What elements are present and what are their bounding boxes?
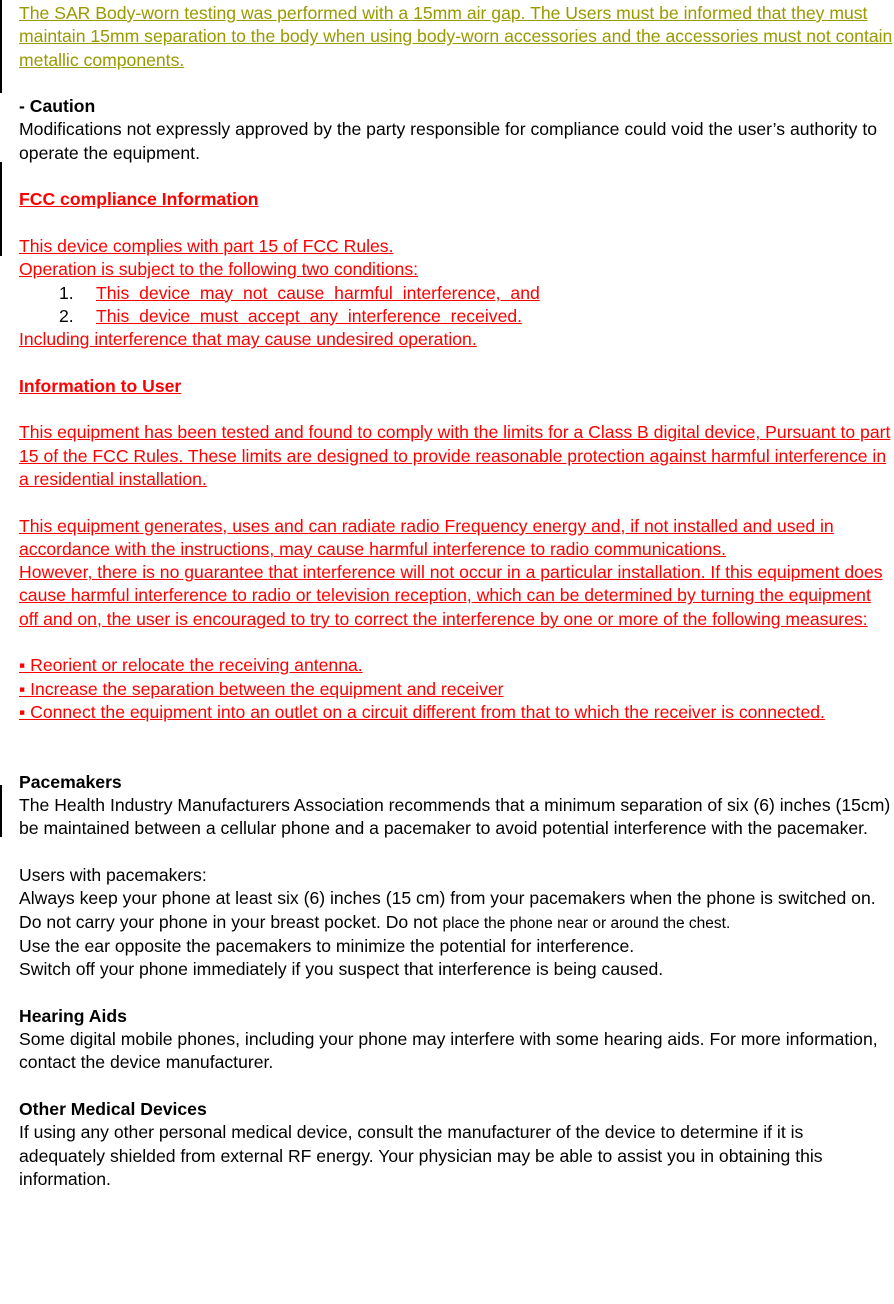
caution-body: Modifications not expressly approved by the party responsible for compliance could void the user’s authority to operate the equipment. [19,119,877,163]
fcc-line-part15: This device complies with part 15 of FCC Rules. [19,235,394,256]
fcc-line-undesired: Including interference that may cause undesired operation. [19,329,477,350]
pacemakers-users-label: Users with pacemakers: [19,864,207,885]
revision-bar-top [0,0,2,93]
info-user-heading: Information to User [19,375,182,396]
fcc-heading: FCC compliance Information [19,189,259,210]
hearing-aids-heading: Hearing Aids [19,1005,127,1026]
condition-text: This device must accept any interference received. [96,305,523,326]
revision-bar-lower [0,785,2,837]
info-user-para-2: This equipment generates, uses and can radiate radio Frequency energy and, if not installed and used in accordance with the instructions, may cause harmful interference to radio communications. [19,515,834,559]
revision-bar-middle [0,162,2,256]
pacemakers-item-distance: Always keep your phone at least six (6) inches (15 cm) from your pacemakers when the phone is switched on. [19,888,876,909]
condition-number: 1. [59,282,74,303]
medical-devices-heading: Other Medical Devices [19,1098,207,1119]
fcc-condition-2 [19,305,894,328]
info-user-para-3: However, there is no guarantee that interference will not occur in a particular installation. If this equipment does cause harmful interference to radio or television reception, which can be determined by turning the equipment off and on, the user is encouraged to try to correct the interference by one or more of the following measures: [19,562,883,629]
info-user-para-1: This equipment has been tested and found to comply with the limits for a Class B digital device, Pursuant to part 15 of the FCC Rules. These limits are designed to provide reasonable protection against harmful interference in a residential installation. [19,422,891,489]
pacemakers-item-ear: Use the ear opposite the pacemakers to minimize the potential for interference. [19,935,635,956]
measure-item: ▪ Connect the equipment into an outlet on a circuit different from that to which the receiver is connected. [19,701,825,722]
pacemakers-item-switch-off: Switch off your phone immediately if you suspect that interference is being caused. [19,959,664,980]
medical-devices-body: If using any other personal medical device, consult the manufacturer of the device to determine if it is adequately shielded from external RF energy. Your physician may be able to assist you in obtaining this information. [19,1122,823,1189]
measure-item: ▪ Increase the separation between the equipment and receiver [19,678,504,699]
document-page [19,2,894,1191]
sar-statement: The SAR Body-worn testing was performed with a 15mm air gap. The Users must be informed that they must maintain 15mm separation to the body when using body-worn accessories and the accessories must not contain metallic components. [19,3,893,70]
pacemakers-item-pocket [19,911,894,935]
pacemakers-body: The Health Industry Manufacturers Association recommends that a minimum separation of six (6) inches (15cm) be maintained between a cellular phone and a pacemaker to avoid potential interference with the pacemaker. [19,795,891,839]
pocket-text: Do not carry your phone in your breast pocket. Do not [19,911,443,932]
condition-number: 2. [59,305,74,326]
pacemakers-heading: Pacemakers [19,771,122,792]
hearing-aids-body: Some digital mobile phones, including your phone may interfere with some hearing aids. For more information, contact the device manufacturer. [19,1029,878,1073]
condition-text: This device may not cause harmful interference, and [96,282,540,303]
chest-text: place the phone near or around the chest. [442,914,731,932]
fcc-condition-1 [19,282,894,305]
caution-heading: - Caution [19,96,96,117]
measure-item: ▪ Reorient or relocate the receiving antenna. [19,655,363,676]
fcc-line-conditions: Operation is subject to the following two conditions: [19,259,419,280]
